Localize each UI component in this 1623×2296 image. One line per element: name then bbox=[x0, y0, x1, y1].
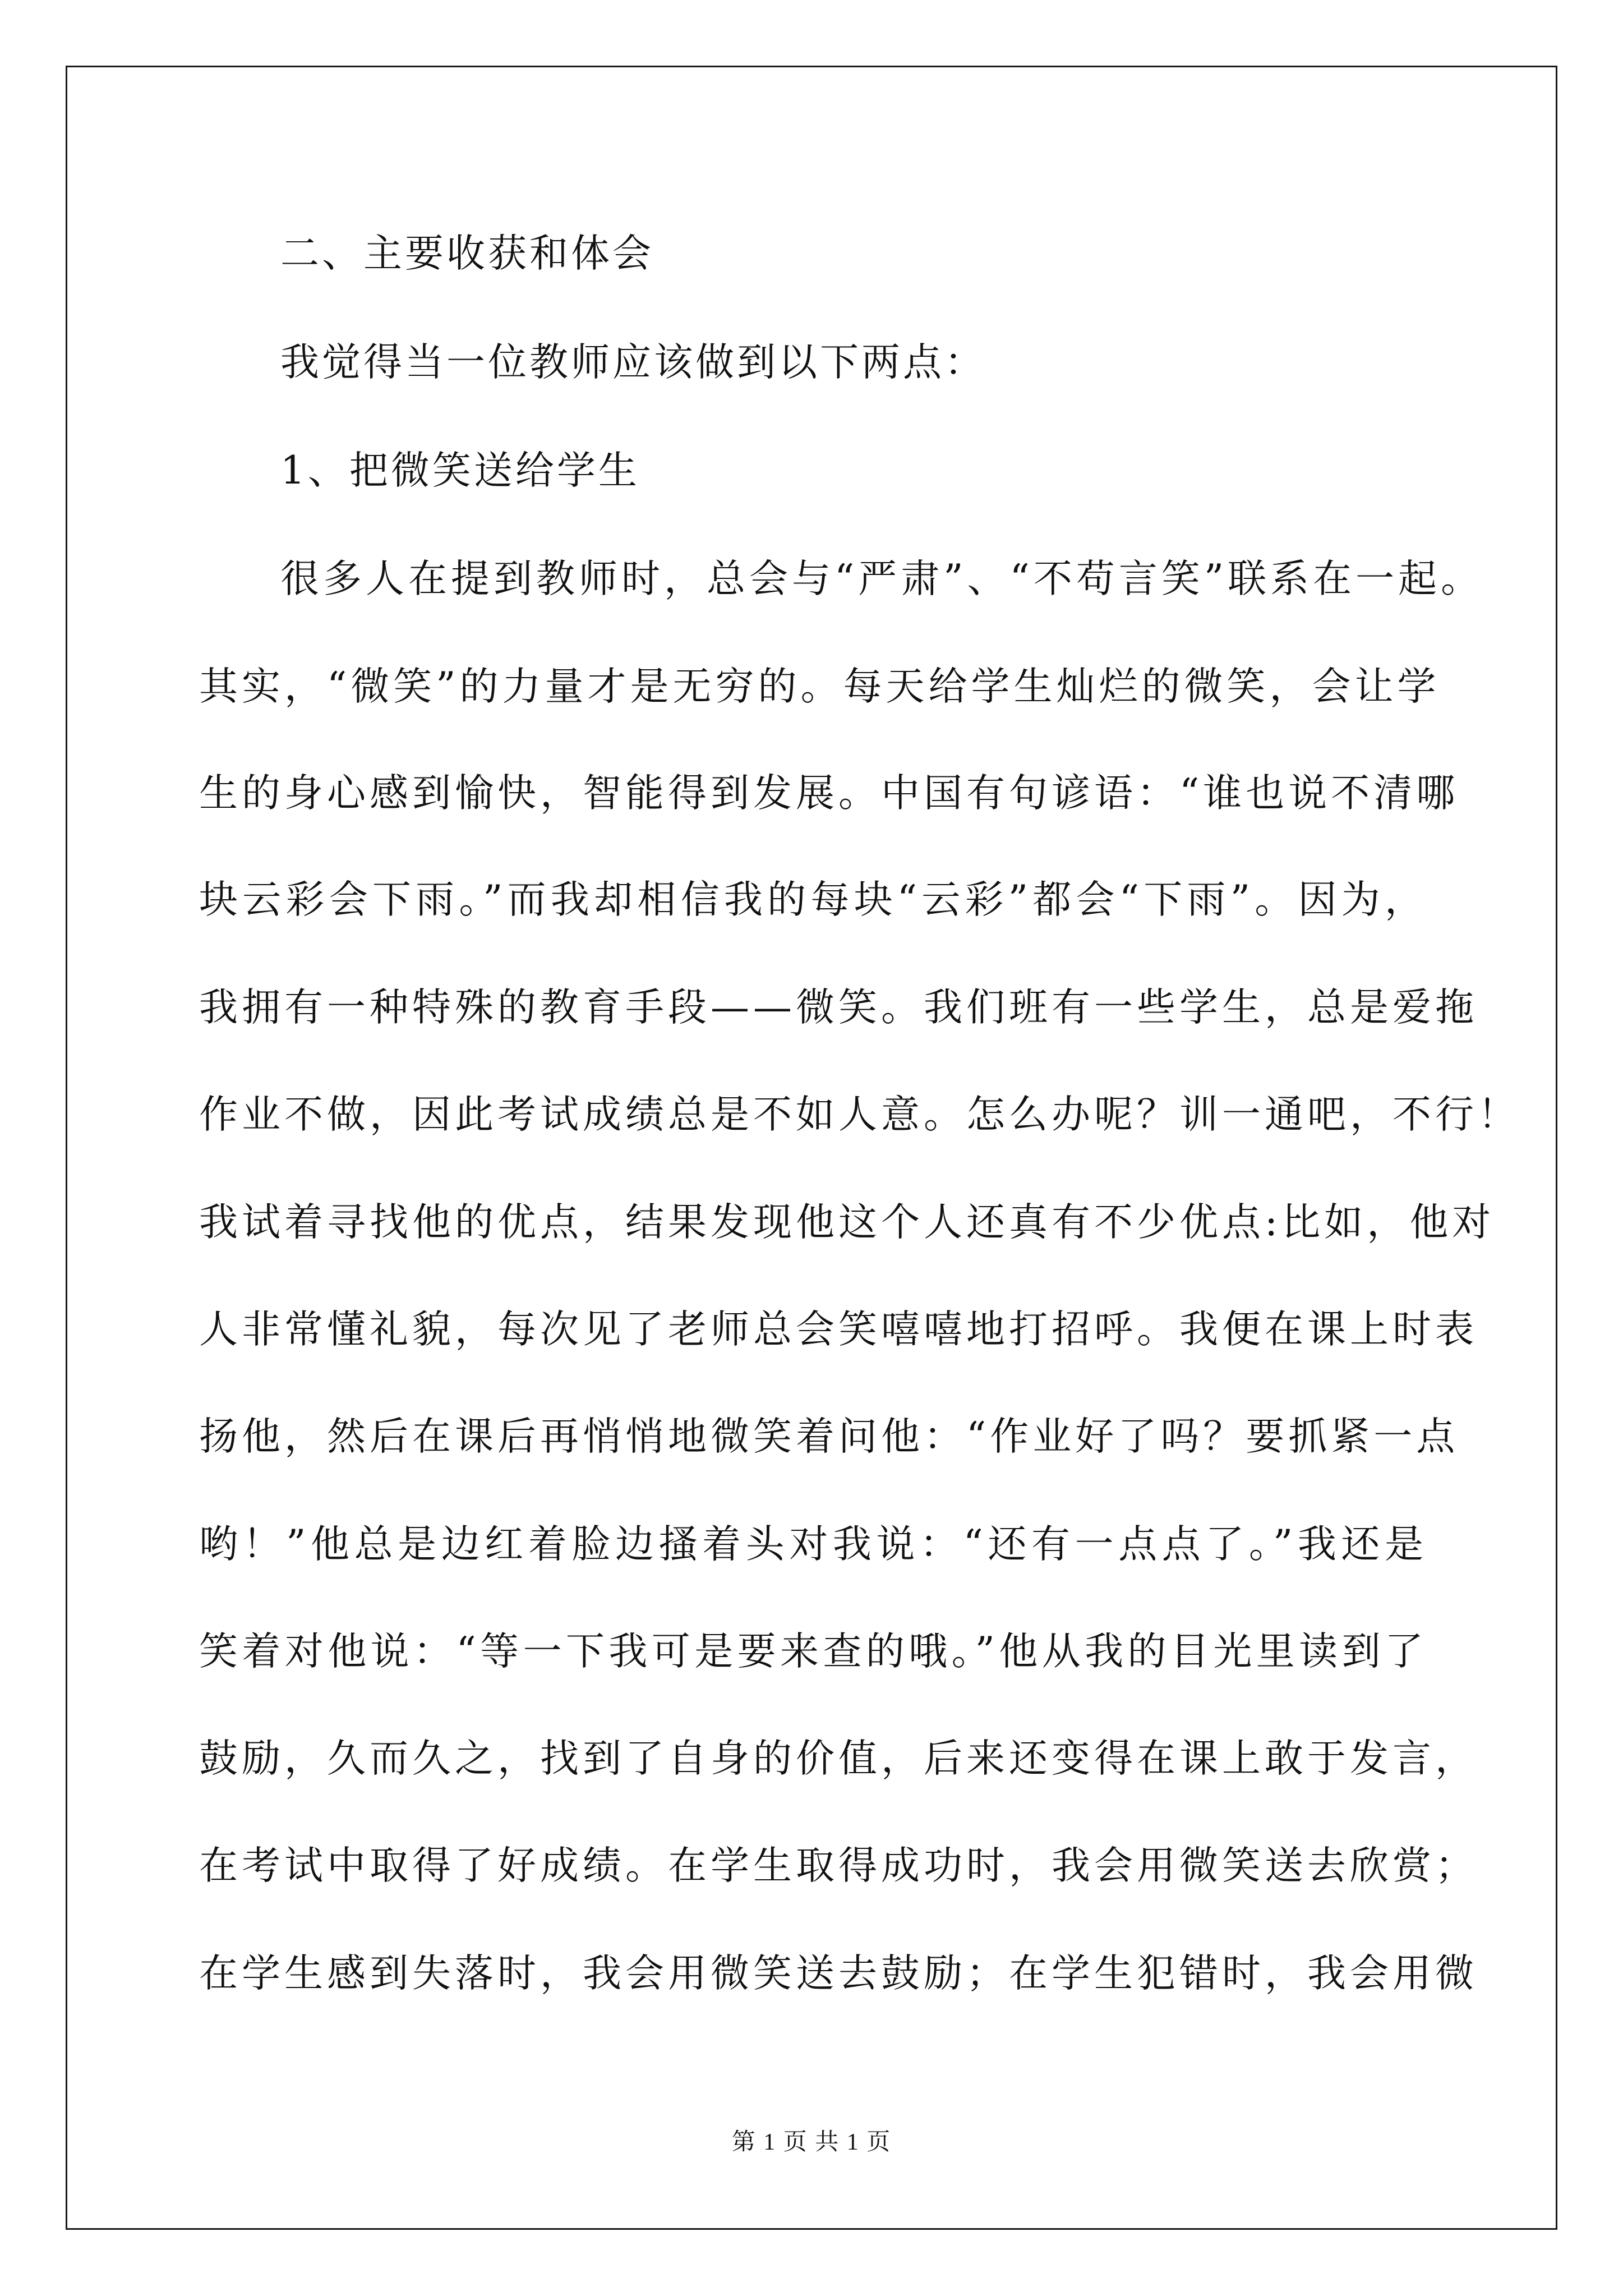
paragraph-line: 哟！”他总是边红着脸边搔着头对我说：“还有一点点了。”我还是 bbox=[199, 1522, 1427, 1567]
paragraph-line: 我拥有一种特殊的教育手段——微笑。我们班有一些学生，总是爱拖 bbox=[199, 985, 1478, 1030]
paragraph-line: 我试着寻找他的优点，结果发现他这个人还真有不少优点:比如，他对 bbox=[199, 1200, 1495, 1245]
paragraph-line: 鼓励，久而久之，找到了自身的价值，后来还变得在课上敢于发言， bbox=[199, 1736, 1478, 1781]
paragraph-line: 其实，“微笑”的力量才是无穷的。每天给学生灿烂的微笑，会让学 bbox=[199, 664, 1440, 709]
paragraph-line: 作业不做，因此考试成绩总是不如人意。怎么办呢？训一通吧，不行！ bbox=[199, 1092, 1520, 1137]
paragraph-line: 笑着对他说：“等一下我可是要来查的哦。”他从我的目光里读到了 bbox=[199, 1629, 1427, 1674]
paragraph-line: 扬他，然后在课后再悄悄地微笑着问他：“作业好了吗？要抓紧一点 bbox=[199, 1414, 1459, 1459]
page-border bbox=[66, 66, 1557, 2230]
subheading: 1、把微笑送给学生 bbox=[280, 448, 640, 493]
page-number-footer: 第 1 页 共 1 页 bbox=[731, 2129, 892, 2155]
paragraph-line: 块云彩会下雨。”而我却相信我的每块“云彩”都会“下雨”。因为， bbox=[199, 877, 1427, 922]
paragraph-line: 在学生感到失落时，我会用微笑送去鼓励；在学生犯错时，我会用微 bbox=[199, 1951, 1478, 1996]
intro-line: 我觉得当一位教师应该做到以下两点： bbox=[280, 340, 986, 385]
section-heading: 二、主要收获和体会 bbox=[280, 231, 654, 276]
paragraph-line: 人非常懂礼貌，每次见了老师总会笑嘻嘻地打招呼。我便在课上时表 bbox=[199, 1307, 1478, 1352]
paragraph-line: 生的身心感到愉快，智能得到发展。中国有句谚语：“谁也说不清哪 bbox=[199, 771, 1459, 816]
paragraph-line: 在考试中取得了好成绩。在学生取得成功时，我会用微笑送去欣赏； bbox=[199, 1843, 1478, 1888]
paragraph-line: 很多人在提到教师时，总会与“严肃”、“不苟言笑”联系在一起。 bbox=[280, 556, 1484, 601]
